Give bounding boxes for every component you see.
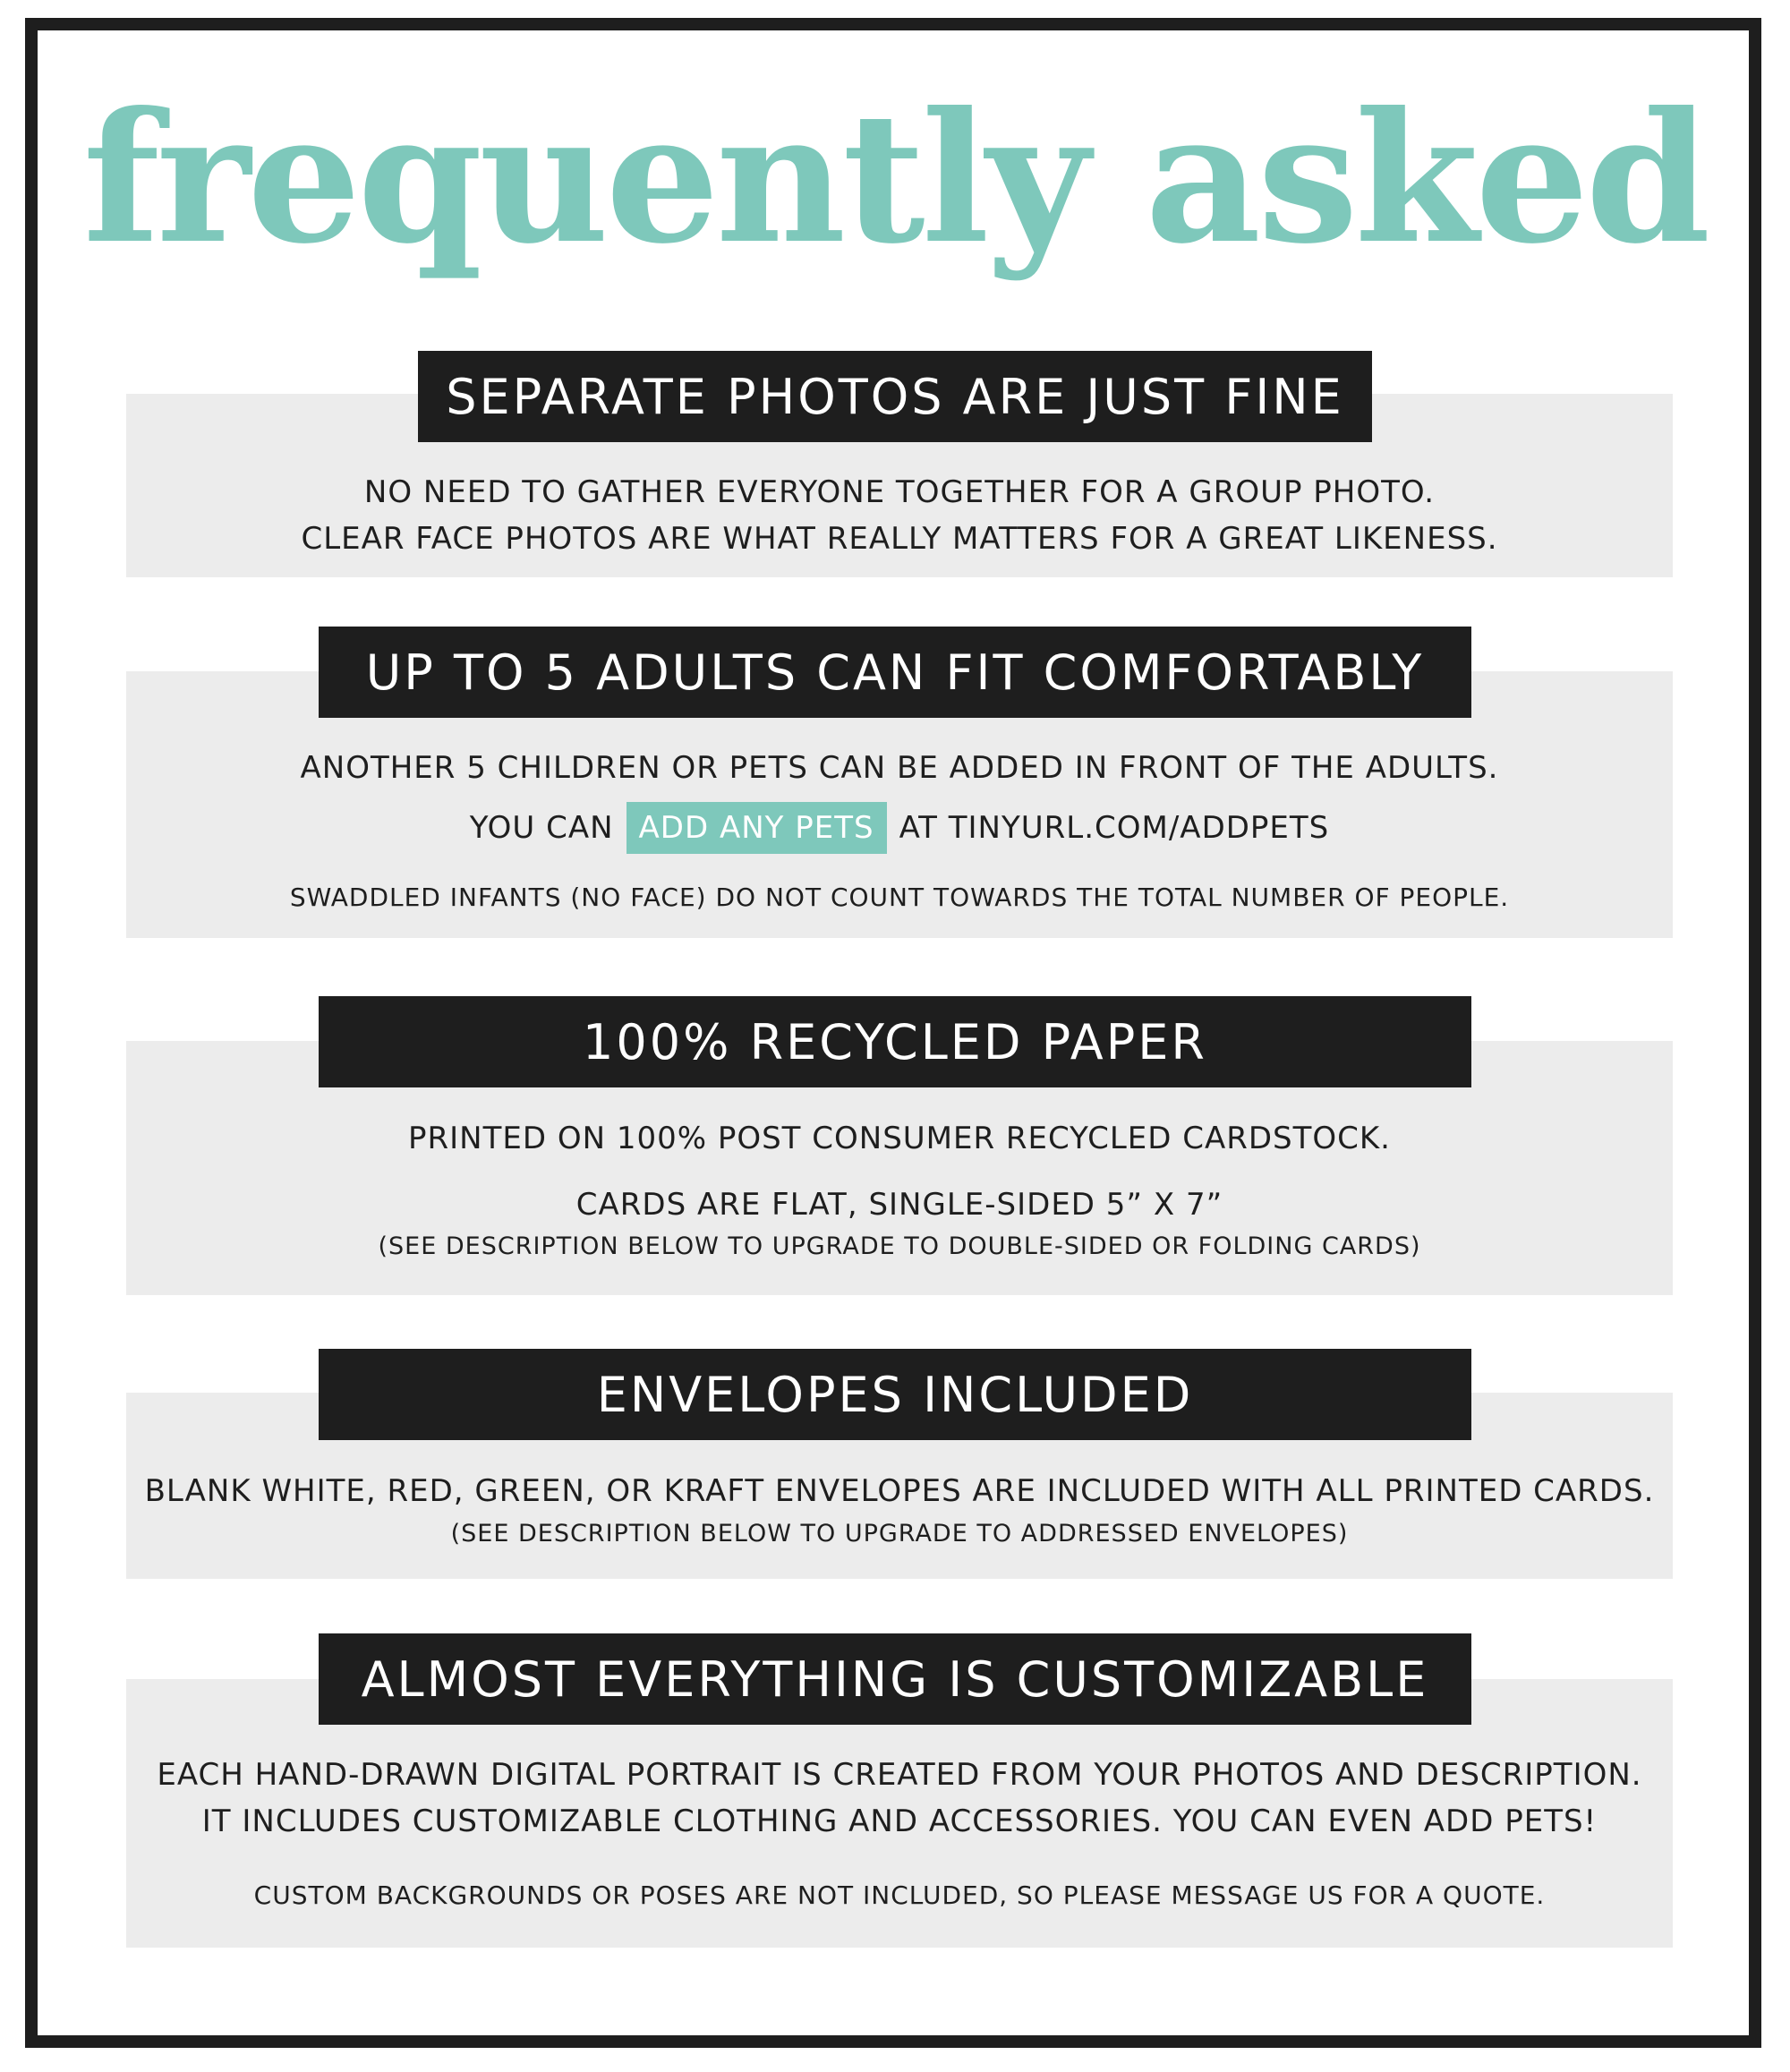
faq-text-envelopes-1: BLANK WHITE, RED, GREEN, OR KRAFT ENVELOPES ARE INCLUDED WITH ALL PRINTED CARDS. [144,1473,1655,1509]
faq-text-adults-2 [126,802,1673,854]
faq-heading-envelopes: ENVELOPES INCLUDED [319,1349,1471,1440]
add-pets-highlight: ADD ANY PETS [626,802,887,854]
faq-text-custom-2: IT INCLUDES CUSTOMIZABLE CLOTHING AND ACCESSORIES. YOU CAN EVEN ADD PETS! [201,1803,1598,1839]
faq-text-paper-2: CARDS ARE FLAT, SINGLE-SIDED 5” X 7” [575,1187,1223,1223]
faq-heading-custom: ALMOST EVERYTHING IS CUSTOMIZABLE [319,1633,1471,1725]
faq-heading-adults: UP TO 5 ADULTS CAN FIT COMFORTABLY [319,627,1471,718]
faq-text-adults-1: ANOTHER 5 CHILDREN OR PETS CAN BE ADDED IN FRONT OF THE ADULTS. [300,750,1499,786]
faq-text-custom-1: EACH HAND-DRAWN DIGITAL PORTRAIT IS CREATED FROM YOUR PHOTOS AND DESCRIPTION. [157,1757,1642,1793]
faq-heading-paper: 100% RECYCLED PAPER [319,996,1471,1087]
faq-text-photos-1: NO NEED TO GATHER EVERYONE TOGETHER FOR A GROUP PHOTO. [363,474,1436,510]
faq-note-adults: SWADDLED INFANTS (NO FACE) DO NOT COUNT TOWARDS THE TOTAL NUMBER OF PEOPLE. [289,883,1510,912]
faq-text-paper-1: PRINTED ON 100% POST CONSUMER RECYCLED CARDSTOCK. [408,1121,1391,1156]
faq-heading-photos: SEPARATE PHOTOS ARE JUST FINE [418,351,1372,442]
page-title: frequently asked [82,73,1708,284]
faq-text-adults-suffix: AT TINYURL.COM/ADDPETS [899,810,1330,846]
faq-text-photos-2: CLEAR FACE PHOTOS ARE WHAT REALLY MATTERS FOR A GREAT LIKENESS. [301,521,1498,557]
faq-note-paper: (SEE DESCRIPTION BELOW TO UPGRADE TO DOUBLE-SIDED OR FOLDING CARDS) [378,1232,1421,1260]
faq-text-adults-prefix: YOU CAN [469,810,614,846]
faq-note-envelopes: (SEE DESCRIPTION BELOW TO UPGRADE TO ADDRESSED ENVELOPES) [450,1520,1349,1548]
faq-note-custom: CUSTOM BACKGROUNDS OR POSES ARE NOT INCLUDED, SO PLEASE MESSAGE US FOR A QUOTE. [253,1880,1546,1910]
